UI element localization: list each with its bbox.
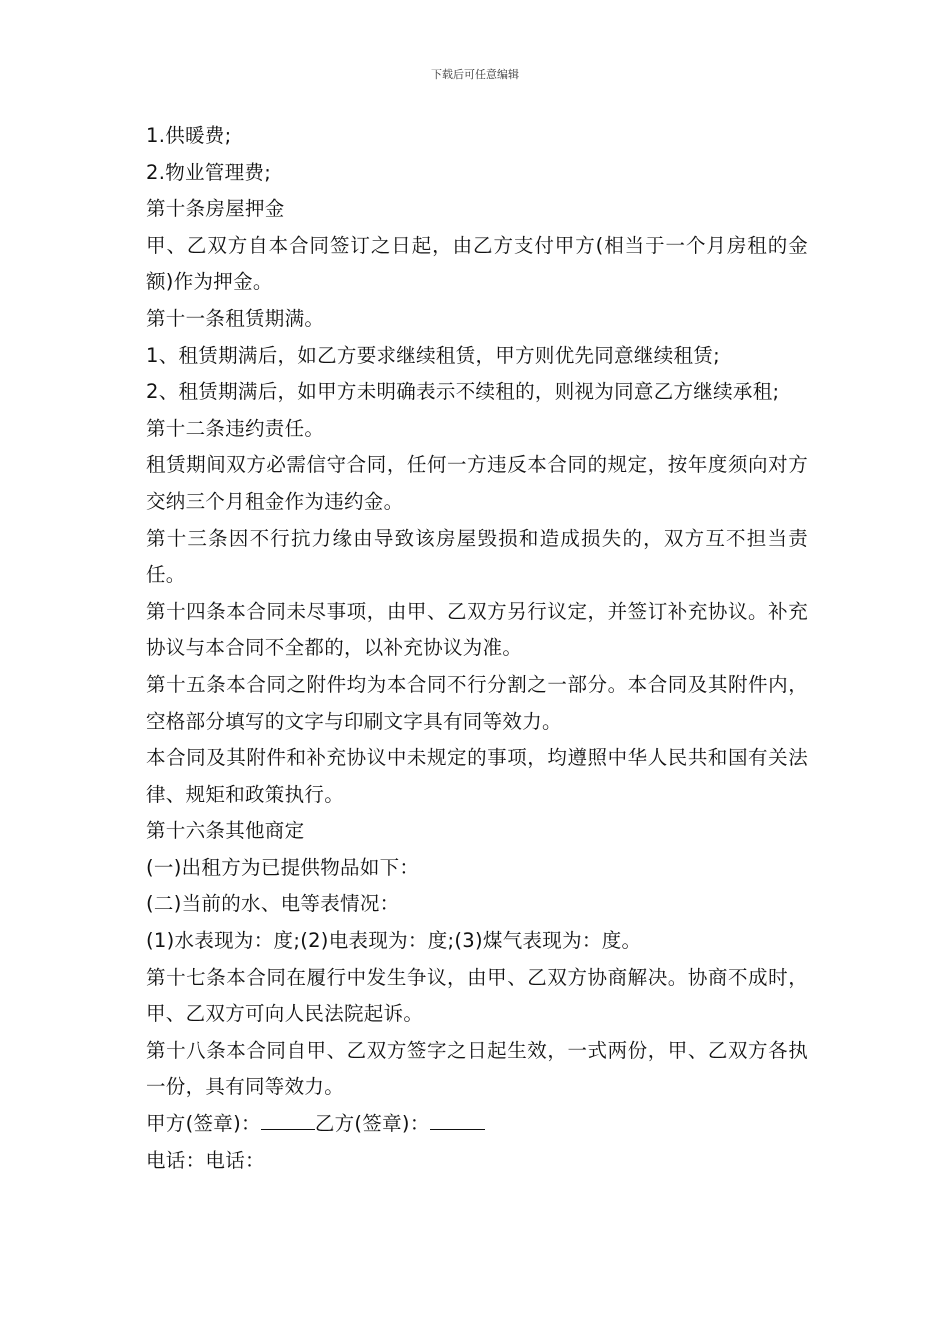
paragraph: 第十八条本合同自甲、乙双方签字之日起生效，一式两份，甲、乙双方各执一份，具有同等效力。 (146, 1038, 808, 1099)
paragraph: 第十七条本合同在履行中发生争议，由甲、乙双方协商解决。协商不成时，甲、乙双方可向人民法院起诉。 (146, 965, 808, 1026)
paragraph: 第十三条因不行抗力缘由导致该房屋毁损和造成损失的，双方互不担当责任。 (146, 526, 808, 587)
phone-line: 电话：电话： (146, 1148, 265, 1172)
paragraph: 1.供暖费; (146, 124, 232, 147)
section-heading: 第十六条其他商定 (146, 819, 305, 843)
paragraph: 第十五条本合同之附件均为本合同不行分割之一部分。本合同及其附件内，空格部分填写的文字与印刷文字具有同等效力。 (146, 672, 808, 733)
paragraph: (一)出租方为已提供物品如下： (146, 855, 420, 879)
paragraph: 租赁期间双方必需信守合同，任何一方违反本合同的规定，按年度须向对方交纳三个月租金作为违约金。 (146, 453, 808, 513)
section-heading: 第十二条违约责任。 (146, 416, 325, 440)
paragraph: 2、租赁期满后，如甲方未明确表示不续租的，则视为同意乙方继续承租; (146, 380, 780, 404)
page-header: 下载后可任意编辑 (431, 68, 519, 81)
paragraph: 第十四条本合同未尽事项，由甲、乙双方另行议定，并签订补充协议。补充协议与本合同不全都的，以补充协议为准。 (146, 599, 808, 660)
section-heading: 第十一条租赁期满。 (146, 306, 325, 330)
paragraph: 本合同及其附件和补充协议中未规定的事项，均遵照中华人民共和国有关法律、规矩和政策执行。 (146, 746, 808, 806)
paragraph: (二)当前的水、电等表情况： (146, 892, 400, 916)
party-a-signature-blank (261, 1111, 315, 1130)
paragraph: (1)水表现为：度;(2)电表现为：度;(3)煤气表现为：度。 (146, 929, 642, 953)
party-b-signature-label: 乙方(签章)： (314, 1112, 430, 1136)
document-body (146, 118, 808, 1179)
signature-line (146, 1106, 808, 1143)
paragraph: 甲、乙双方自本合同签订之日起，由乙方支付甲方(相当于一个月房租的金额)作为押金。 (146, 233, 808, 294)
party-a-signature-label: 甲方(签章)： (146, 1112, 261, 1136)
paragraph: 1、租赁期满后，如乙方要求继续租赁，甲方则优先同意继续租赁; (146, 343, 720, 367)
section-heading: 第十条房屋押金 (146, 197, 285, 221)
paragraph: 2.物业管理费; (146, 160, 272, 184)
party-b-signature-blank (430, 1111, 485, 1130)
